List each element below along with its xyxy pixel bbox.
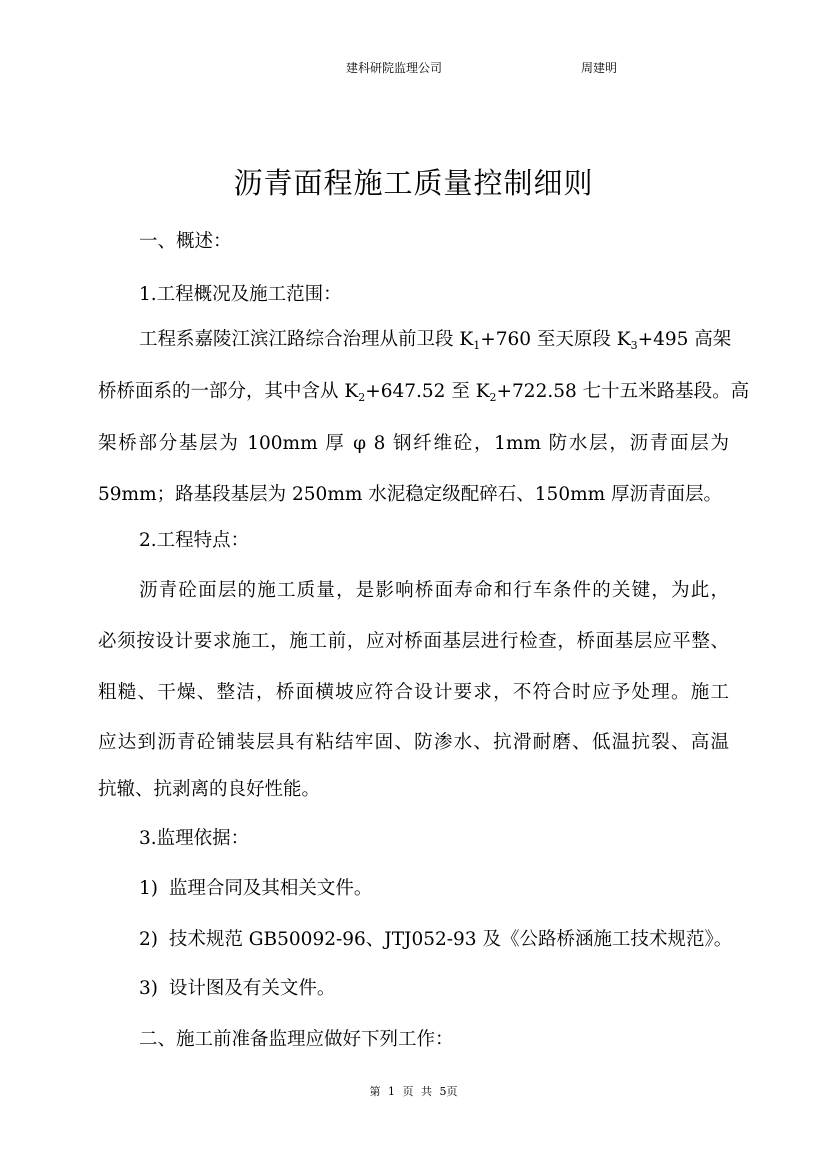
document-title: 沥青面程施工质量控制细则 bbox=[233, 166, 594, 200]
paragraph-line: 抗辙、抗剥离的良好性能。 bbox=[98, 779, 321, 800]
paragraph-line: 架桥部分基层为 100mm 厚 φ 8 钢纤维砼，1mm 防水层，沥青面层为 bbox=[98, 433, 729, 454]
paragraph-line: 桥桥面系的一部分，其中含从 $K_2+647.52$ 至 $K_2+722.58$ 七十五米路基段。高 bbox=[98, 381, 750, 404]
subheading-features: 2.工程特点： bbox=[139, 530, 250, 551]
list-item: 3) 设计图及有关文件。 bbox=[139, 978, 336, 999]
paragraph-line: 沥青砼面层的施工质量，是影响桥面寿命和行车条件的关键，为此， bbox=[139, 580, 729, 601]
list-item: 2) 技术规范 GB50092-96、JTJ052-93 及《公路桥涵施工技术规范》。 bbox=[139, 929, 733, 950]
subheading-basis: 3.监理依据： bbox=[139, 828, 250, 849]
header-author: 周建明 bbox=[581, 61, 618, 75]
paragraph-line: 必须按设计要求施工，施工前，应对桥面基层进行检查，桥面基层应平整、 bbox=[98, 631, 729, 652]
section-heading-preparation: 二、施工前准备监理应做好下列工作： bbox=[139, 1029, 454, 1050]
subheading-project-scope: 1.工程概况及施工范围： bbox=[139, 284, 342, 305]
list-item: 1) 监理合同及其相关文件。 bbox=[139, 878, 373, 899]
paragraph-line: 粗糙、干燥、整洁，桥面横坡应符合设计要求，不符合时应予处理。施工 bbox=[98, 682, 729, 703]
paragraph-line: 应达到沥青砼铺装层具有粘结牢固、防渗水、抗滑耐磨、低温抗裂、高温 bbox=[98, 732, 729, 753]
paragraph-line: 工程系嘉陵江滨江路综合治理从前卫段 $K_1+760$ 至天原段 $K_3+495$ 高架 bbox=[139, 329, 732, 352]
header-company: 建科研院监理公司 bbox=[346, 61, 443, 75]
paragraph-line: 59mm；路基段基层为 250mm 水泥稳定级配碎石、150mm 厚沥青面层。 bbox=[98, 484, 723, 505]
page-number-footer: 第 1 页 共 5页 bbox=[369, 1085, 458, 1098]
section-heading-overview: 一、概述： bbox=[139, 231, 232, 252]
